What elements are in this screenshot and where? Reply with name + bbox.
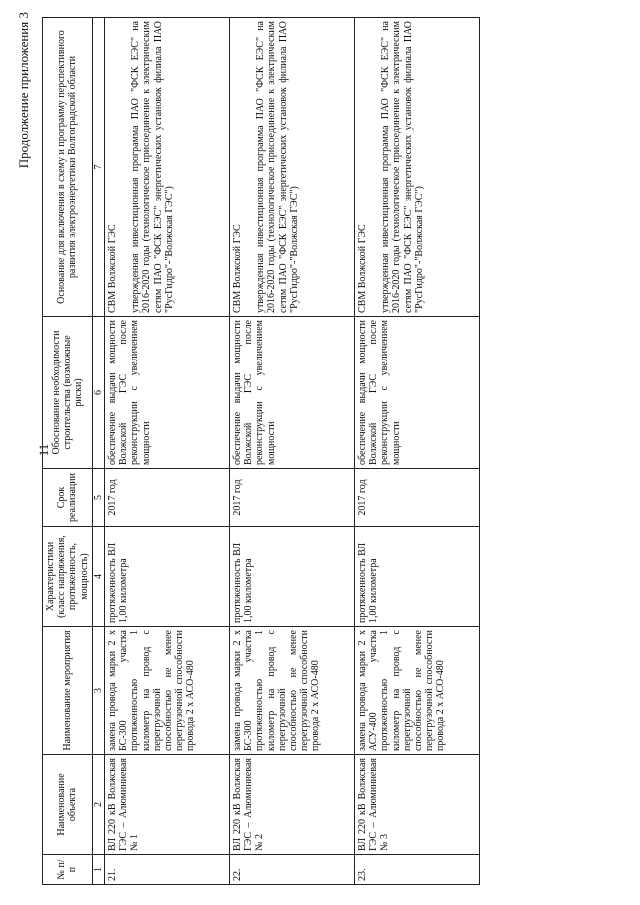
header-object: Наименование объекта — [43, 755, 93, 855]
characteristics-cell: протяженность ВЛ 1,00 километра — [354, 527, 479, 627]
reason-cell — [354, 18, 479, 317]
column-number: 3 — [92, 627, 104, 755]
reason-secondary: утвержденная инвестиционная программа ПАО "ФСК ЕЭС" на 2016-2020 годы (технологическое присоединение к электрическим сетям ПАО "ФСК ЕЭС" энергетических установок филиала ПАО "РусГидро"-"Волжская ГЭС") — [130, 21, 175, 313]
measure-cell: замена провода марки 2 х БС-300 участка протяженностью 1 километр на провод с перегрузочной способностью не менее перегрузочной способности провода 2 х АСО-480 — [104, 627, 229, 755]
term-cell: 2017 год — [354, 469, 479, 527]
table-row — [229, 18, 354, 885]
reason-cell — [104, 18, 229, 317]
column-number: 2 — [92, 755, 104, 855]
term-cell: 2017 год — [229, 469, 354, 527]
column-number: 5 — [92, 469, 104, 527]
header-measure: Наименование мероприятия — [43, 627, 93, 755]
row-number: 22. — [229, 855, 354, 885]
header-row — [43, 18, 93, 885]
column-number: 1 — [92, 855, 104, 885]
object-cell: ВЛ 220 кВ Волжская ГЭС – Алюминиевая № 3 — [354, 755, 479, 855]
characteristics-cell: протяженность ВЛ 1,00 километра — [104, 527, 229, 627]
column-number-row — [92, 18, 104, 885]
reason-primary: СВМ Волжской ГЭС — [356, 224, 368, 313]
term-cell: 2017 год — [104, 469, 229, 527]
measure-cell: замена провода марки 2 х АСУ-400 участка протяженностью 1 километр на провод с перегрузочной способностью не менее перегрузочной способности провода 2 х АСО-480 — [354, 627, 479, 755]
reason-primary: СВМ Волжской ГЭС — [231, 224, 243, 313]
column-number: 7 — [92, 18, 104, 317]
reason-secondary: утвержденная инвестиционная программа ПАО "ФСК ЕЭС" на 2016-2020 годы (технологическое присоединение к электрическим сетям ПАО "ФСК ЕЭС" энергетических установок филиала ПАО "РусГидро"-"Волжская ГЭС") — [380, 21, 425, 313]
header-justification: Обоснование необходимости строительства (возможные риски) — [43, 317, 93, 469]
header-characteristics: Характеристики (класс напряжения, протяженность, мощность) — [43, 527, 93, 627]
justification-cell: обеспечение выдачи мощности Волжской ГЭС после реконструкции с увеличением мощности — [229, 317, 354, 469]
header-number: № п/п — [43, 855, 93, 885]
characteristics-cell: протяженность ВЛ 1,00 километра — [229, 527, 354, 627]
column-number: 6 — [92, 317, 104, 469]
measure-cell: замена провода марки 2 х БС-300 участка протяженностью 1 километр на провод с перегрузочной способностью не менее перегрузочной способности провода 2 х АСО-480 — [229, 627, 354, 755]
object-cell: ВЛ 220 кВ Волжская ГЭС – Алюминиевая № 2 — [229, 755, 354, 855]
reason-secondary: утвержденная инвестиционная программа ПАО "ФСК ЕЭС" на 2016-2020 годы (технологическое присоединение к электрическим сетям ПАО "ФСК ЕЭС" энергетических установок филиала ПАО "РусГидро"-"Волжская ГЭС") — [255, 21, 300, 313]
investment-table — [42, 17, 480, 885]
header-reason: Основание для включения в схему и программу перспективного развития электроэнергетики Волгоградской области — [43, 18, 93, 317]
row-number: 21. — [104, 855, 229, 885]
table-row — [104, 18, 229, 885]
reason-primary: СВМ Волжской ГЭС — [106, 224, 118, 313]
column-number: 4 — [92, 527, 104, 627]
justification-cell: обеспечение выдачи мощности Волжской ГЭС после реконструкции с увеличением мощности — [354, 317, 479, 469]
object-cell: ВЛ 220 кВ Волжская ГЭС – Алюминиевая № 1 — [104, 755, 229, 855]
justification-cell: обеспечение выдачи мощности Волжской ГЭС после реконструкции с увеличением мощности — [104, 317, 229, 469]
reason-cell — [229, 18, 354, 317]
table-row — [354, 18, 479, 885]
page-number: 11 — [36, 443, 51, 457]
header-term: Срок реализации — [43, 469, 93, 527]
continuation-title: Продолжение приложения 3 — [16, 12, 31, 169]
row-number: 23. — [354, 855, 479, 885]
